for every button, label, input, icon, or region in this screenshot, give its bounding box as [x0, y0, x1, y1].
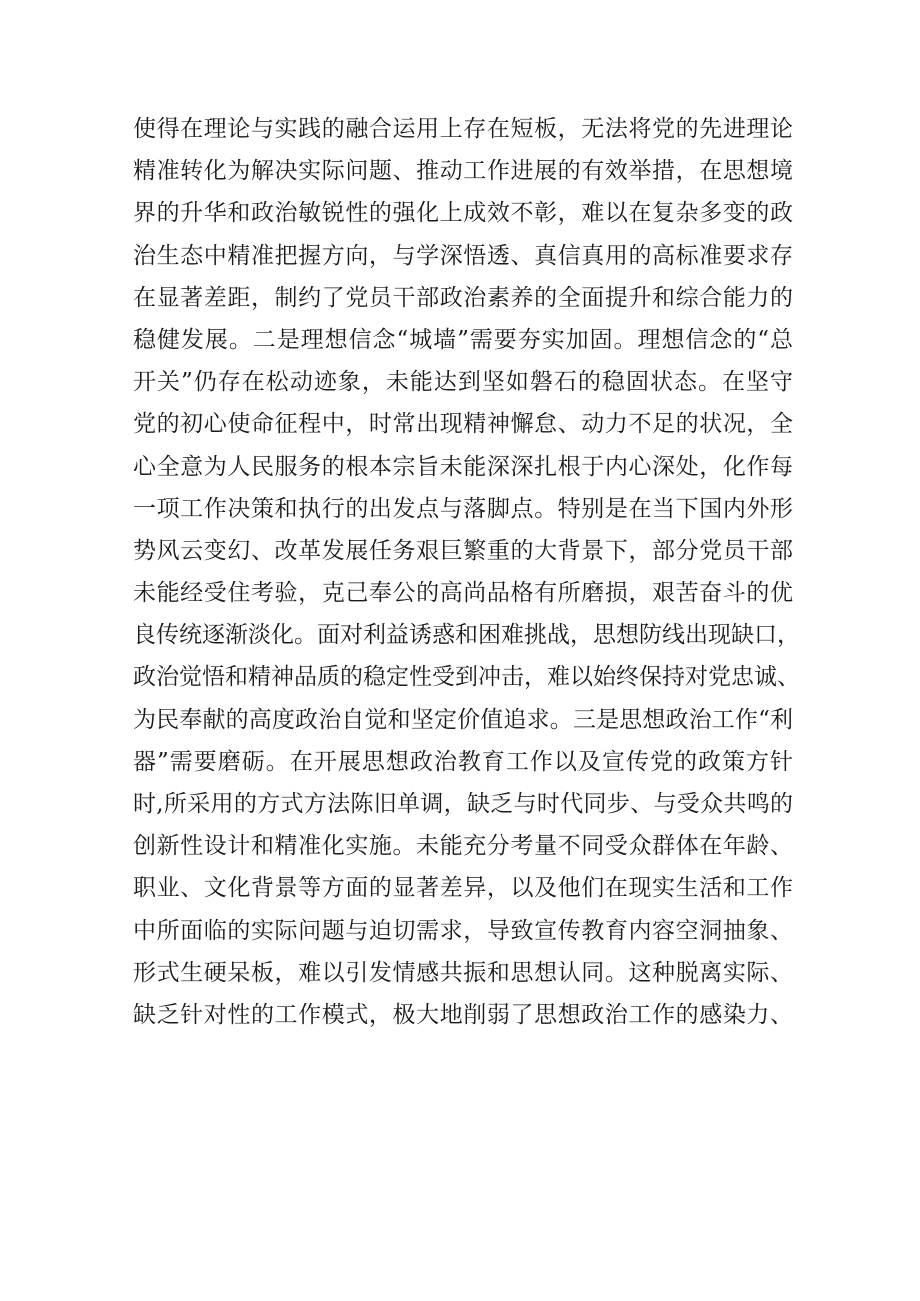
text-line: 时,所采用的方式方法陈旧单调，缺乏与时代同步、与受众共鸣的	[133, 791, 793, 817]
text-line: 职业、文化背景等方面的显著差异，以及他们在现实生活和工作	[133, 875, 793, 902]
text-line: 中所面临的实际问题与迫切需求，导致宣传教育内容空洞抽象、	[133, 917, 793, 944]
text-line: 治生态中精准把握方向，与学深悟透、真信真用的高标准要求存	[133, 242, 793, 269]
body-text	[133, 108, 800, 1036]
text-line: 缺乏针对性的工作模式，极大地削弱了思想政治工作的感染力、	[133, 1001, 793, 1028]
text-line: 心全意为人民服务的根本宗旨未能深深扎根于内心深处，化作每	[133, 453, 793, 480]
text-line: 形式生硬呆板，难以引发情感共振和思想认同。这种脱离实际、	[133, 959, 793, 986]
text-line: 一项工作决策和执行的出发点与落脚点。特别是在当下国内外形	[133, 495, 793, 522]
text-line: 良传统逐渐淡化。面对利益诱惑和困难挑战，思想防线出现缺口，	[133, 622, 800, 649]
text-line: 开关”仍存在松动迹象，未能达到坚如磐石的稳固状态。在坚守	[133, 369, 793, 396]
text-line: 势风云变幻、改革发展任务艰巨繁重的大背景下，部分党员干部	[133, 537, 793, 564]
text-line: 精准转化为解决实际问题、推动工作进展的有效举措，在思想境	[133, 158, 793, 185]
text-line: 器”需要磨砺。在开展思想政治教育工作以及宣传党的政策方针	[133, 748, 793, 775]
text-line: 创新性设计和精准化实施。未能充分考量不同受众群体在年龄、	[133, 833, 793, 860]
text-line: 稳健发展。二是理想信念“城墙”需要夯实加固。理想信念的“总	[133, 326, 793, 353]
text-line: 在显著差距，制约了党员干部政治素养的全面提升和综合能力的	[133, 284, 793, 311]
text-line: 未能经受住考验，克己奉公的高尚品格有所磨损，艰苦奋斗的优	[133, 580, 793, 607]
text-line: 党的初心使命征程中，时常出现精神懈怠、动力不足的状况，全	[133, 411, 793, 438]
text-line: 使得在理论与实践的融合运用上存在短板，无法将党的先进理论	[133, 116, 793, 142]
text-line: 政治觉悟和精神品质的稳定性受到冲击，难以始终保持对党忠诚、	[133, 664, 800, 691]
text-line: 为民奉献的高度政治自觉和坚定价值追求。三是思想政治工作“利	[133, 706, 793, 733]
text-line: 界的升华和政治敏锐性的强化上成效不彰，难以在复杂多变的政	[133, 200, 793, 227]
